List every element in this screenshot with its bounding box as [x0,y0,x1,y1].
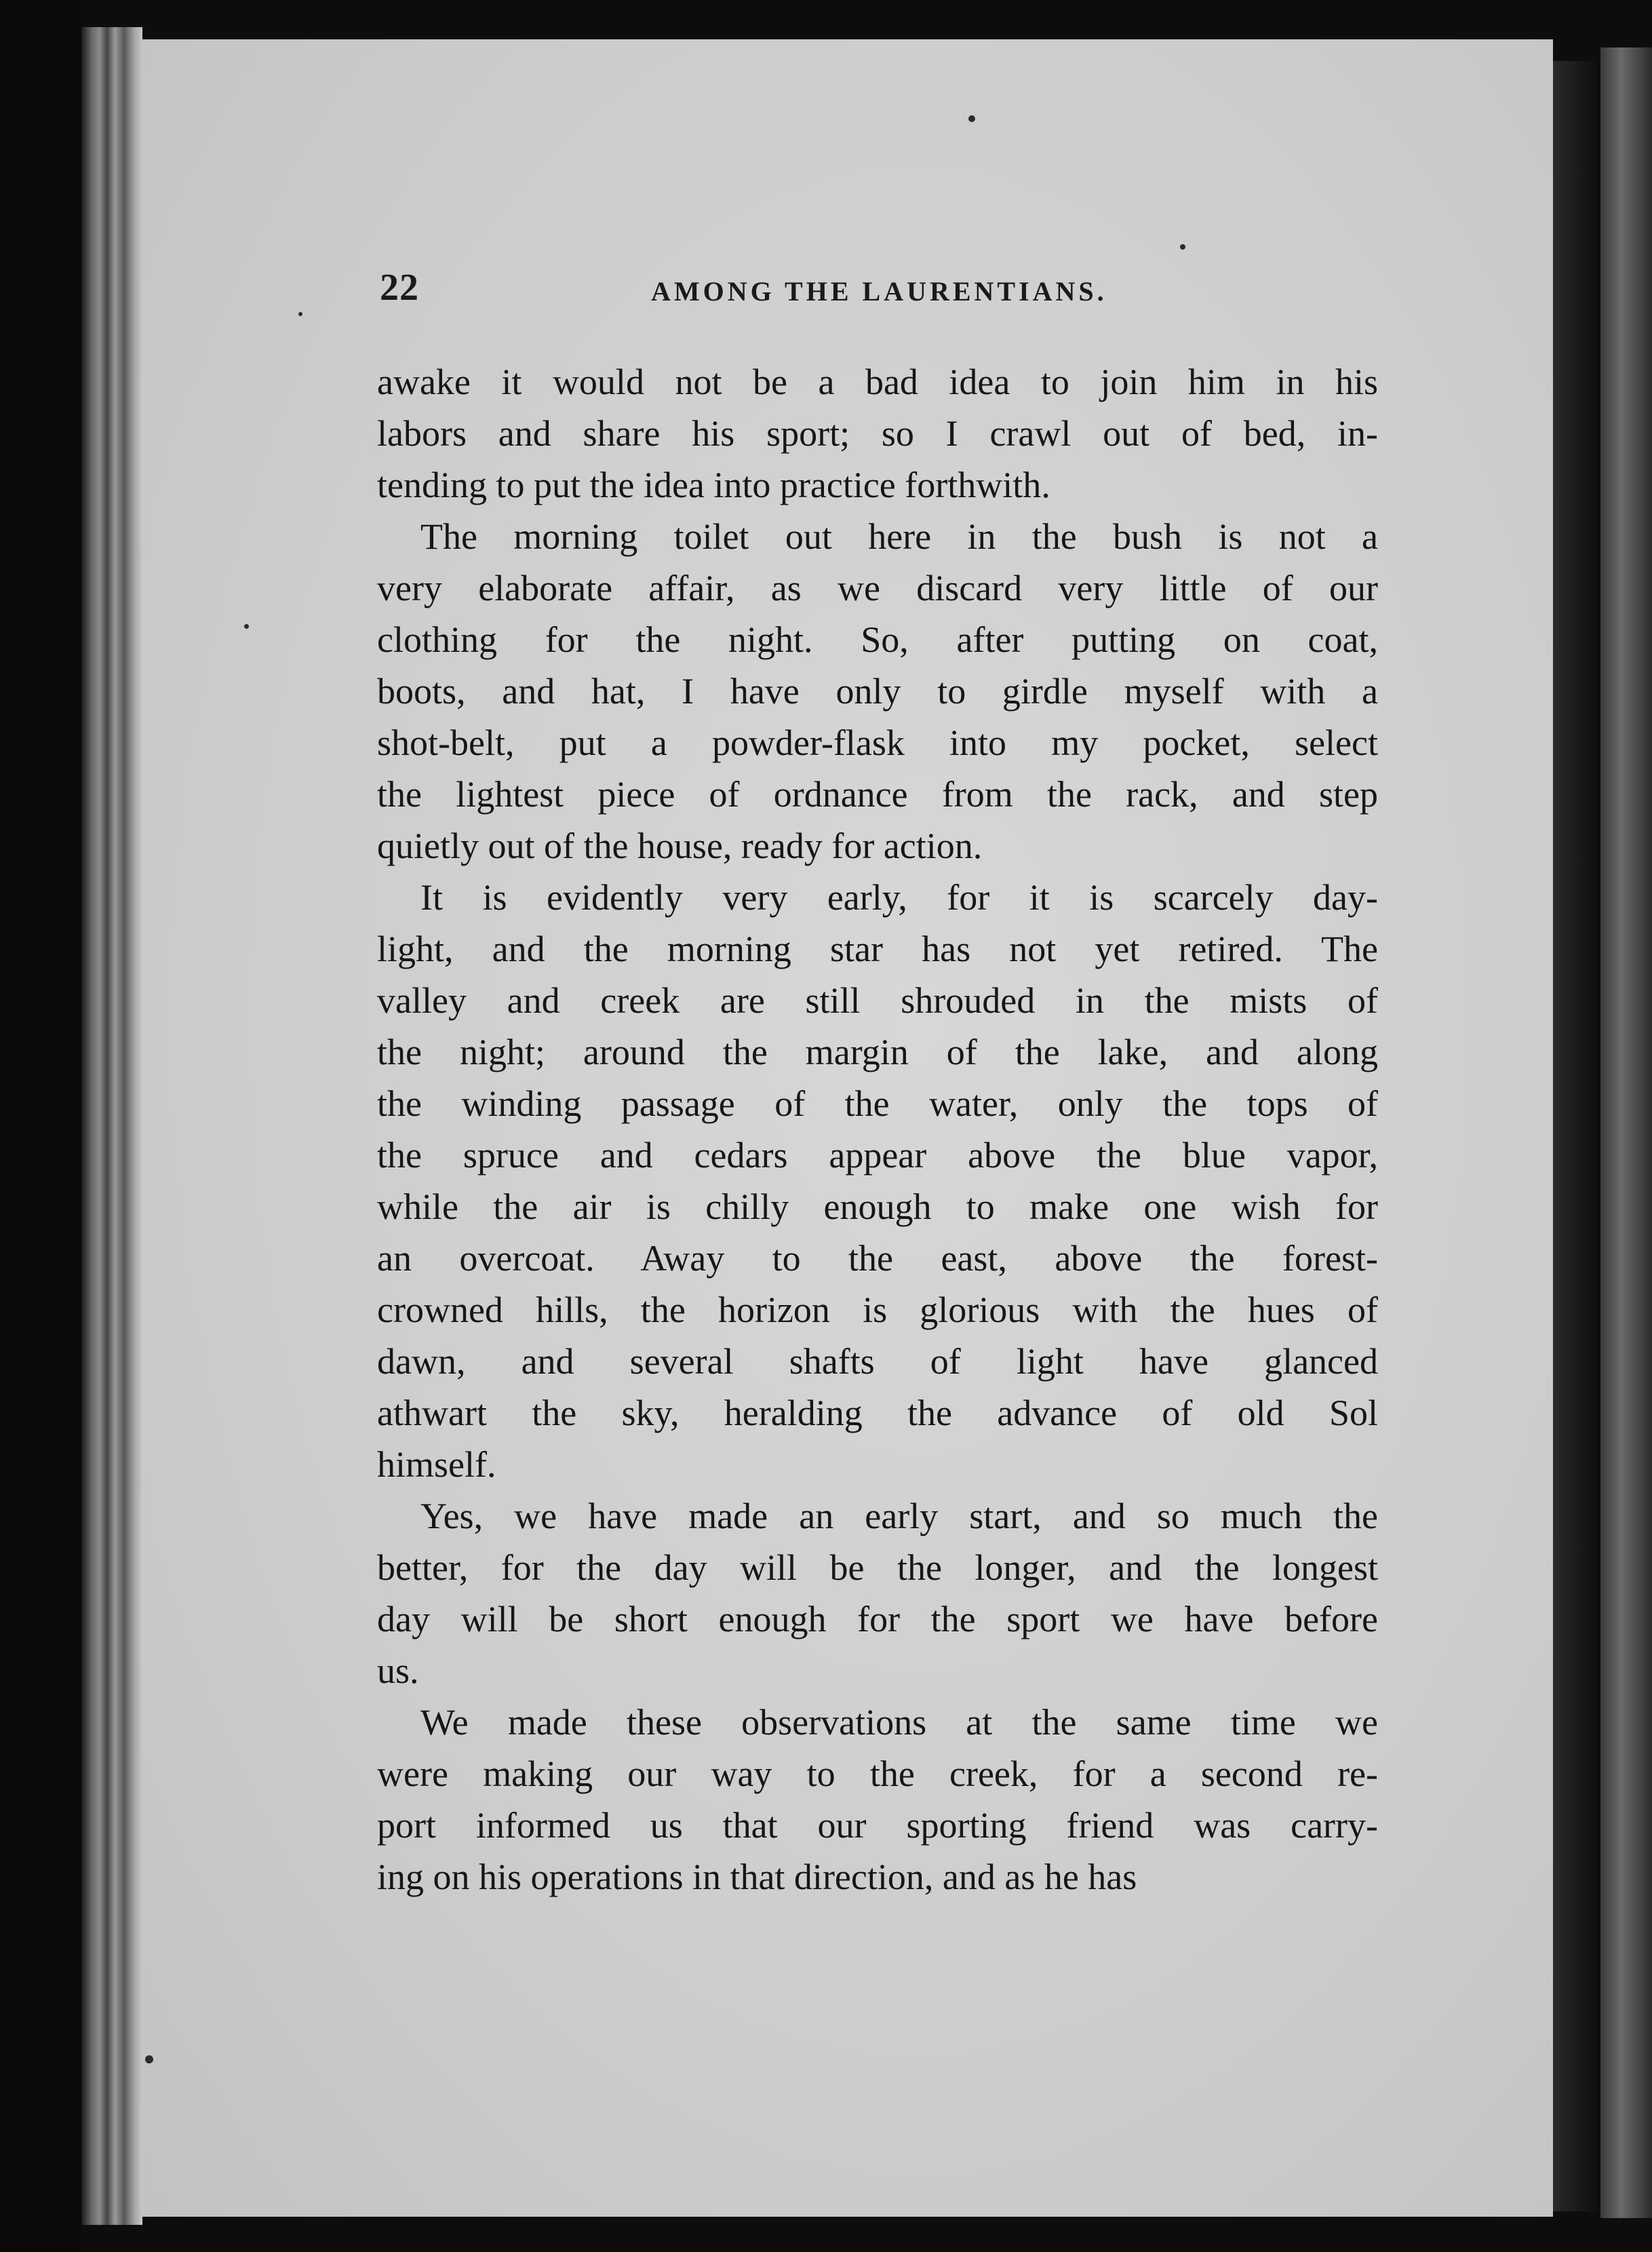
text-line: the night; around the margin of the lake, and along [377,1032,1378,1072]
page-number: 22 [380,267,419,309]
facing-page-edge [1600,47,1652,2218]
scan-speck [1180,244,1185,250]
gutter-shadow [1553,61,1600,2211]
text-line: shot-belt, put a powder-flask into my pocket, select [377,722,1378,763]
text-line: an overcoat. Away to the east, above the forest- [377,1238,1378,1279]
text-line: quietly out of the house, ready for action. [377,826,983,866]
text-line: crowned hills, the horizon is glorious with the hues of [377,1289,1378,1330]
text-line: clothing for the night. So, after putting on coat, [377,619,1378,660]
paragraph [377,356,1378,511]
text-line: us. [377,1650,419,1691]
paragraph [377,1490,1378,1696]
text-line: dawn, and several shafts of light have glanced [377,1341,1378,1382]
text-line: tending to put the idea into practice forthwith. [377,465,1050,505]
text-line: We made these observations at the same time we [420,1702,1378,1743]
book-binding-edge [81,27,142,2225]
running-head-title: AMONG THE LAURENTIANS. [651,276,1107,307]
body-text [377,356,1378,1903]
paragraph [377,872,1378,1490]
text-line: very elaborate affair, as we discard very little of our [377,568,1378,608]
text-line: day will be short enough for the sport we have before [377,1599,1378,1639]
text-line: athwart the sky, heralding the advance of old Sol [377,1393,1378,1433]
scan-speck [298,312,302,316]
paragraph [377,1696,1378,1903]
running-head [380,266,1356,320]
text-line: while the air is chilly enough to make one wish for [377,1186,1378,1227]
text-line: Yes, we have made an early start, and so much the [420,1496,1378,1536]
text-line: valley and creek are still shrouded in the mists of [377,980,1378,1021]
text-line: the spruce and cedars appear above the blue vapor, [377,1135,1378,1176]
scan-speck [968,115,975,122]
text-line: boots, and hat, I have only to girdle myself with a [377,671,1378,712]
text-line: the winding passage of the water, only the tops of [377,1083,1378,1124]
scan-speck [244,624,249,629]
text-line: The morning toilet out here in the bush is not a [420,516,1378,557]
scan-speck [145,2055,153,2063]
text-line: the lightest piece of ordnance from the rack, and step [377,774,1378,815]
text-line: awake it would not be a bad idea to join him in his [377,362,1378,402]
text-line: light, and the morning star has not yet retired. The [377,929,1378,969]
text-line: himself. [377,1444,496,1485]
paragraph [377,511,1378,872]
text-line: port informed us that our sporting friend was carry- [377,1805,1378,1846]
text-line: ing on his operations in that direction, and as he has [377,1857,1137,1897]
scan-left-border [0,0,81,2252]
text-line: were making our way to the creek, for a second re- [377,1753,1378,1794]
text-line: labors and share his sport; so I crawl out of bed, in- [377,413,1378,454]
text-line: It is evidently very early, for it is scarcely day- [420,877,1378,918]
text-line: better, for the day will be the longer, and the longest [377,1547,1378,1588]
